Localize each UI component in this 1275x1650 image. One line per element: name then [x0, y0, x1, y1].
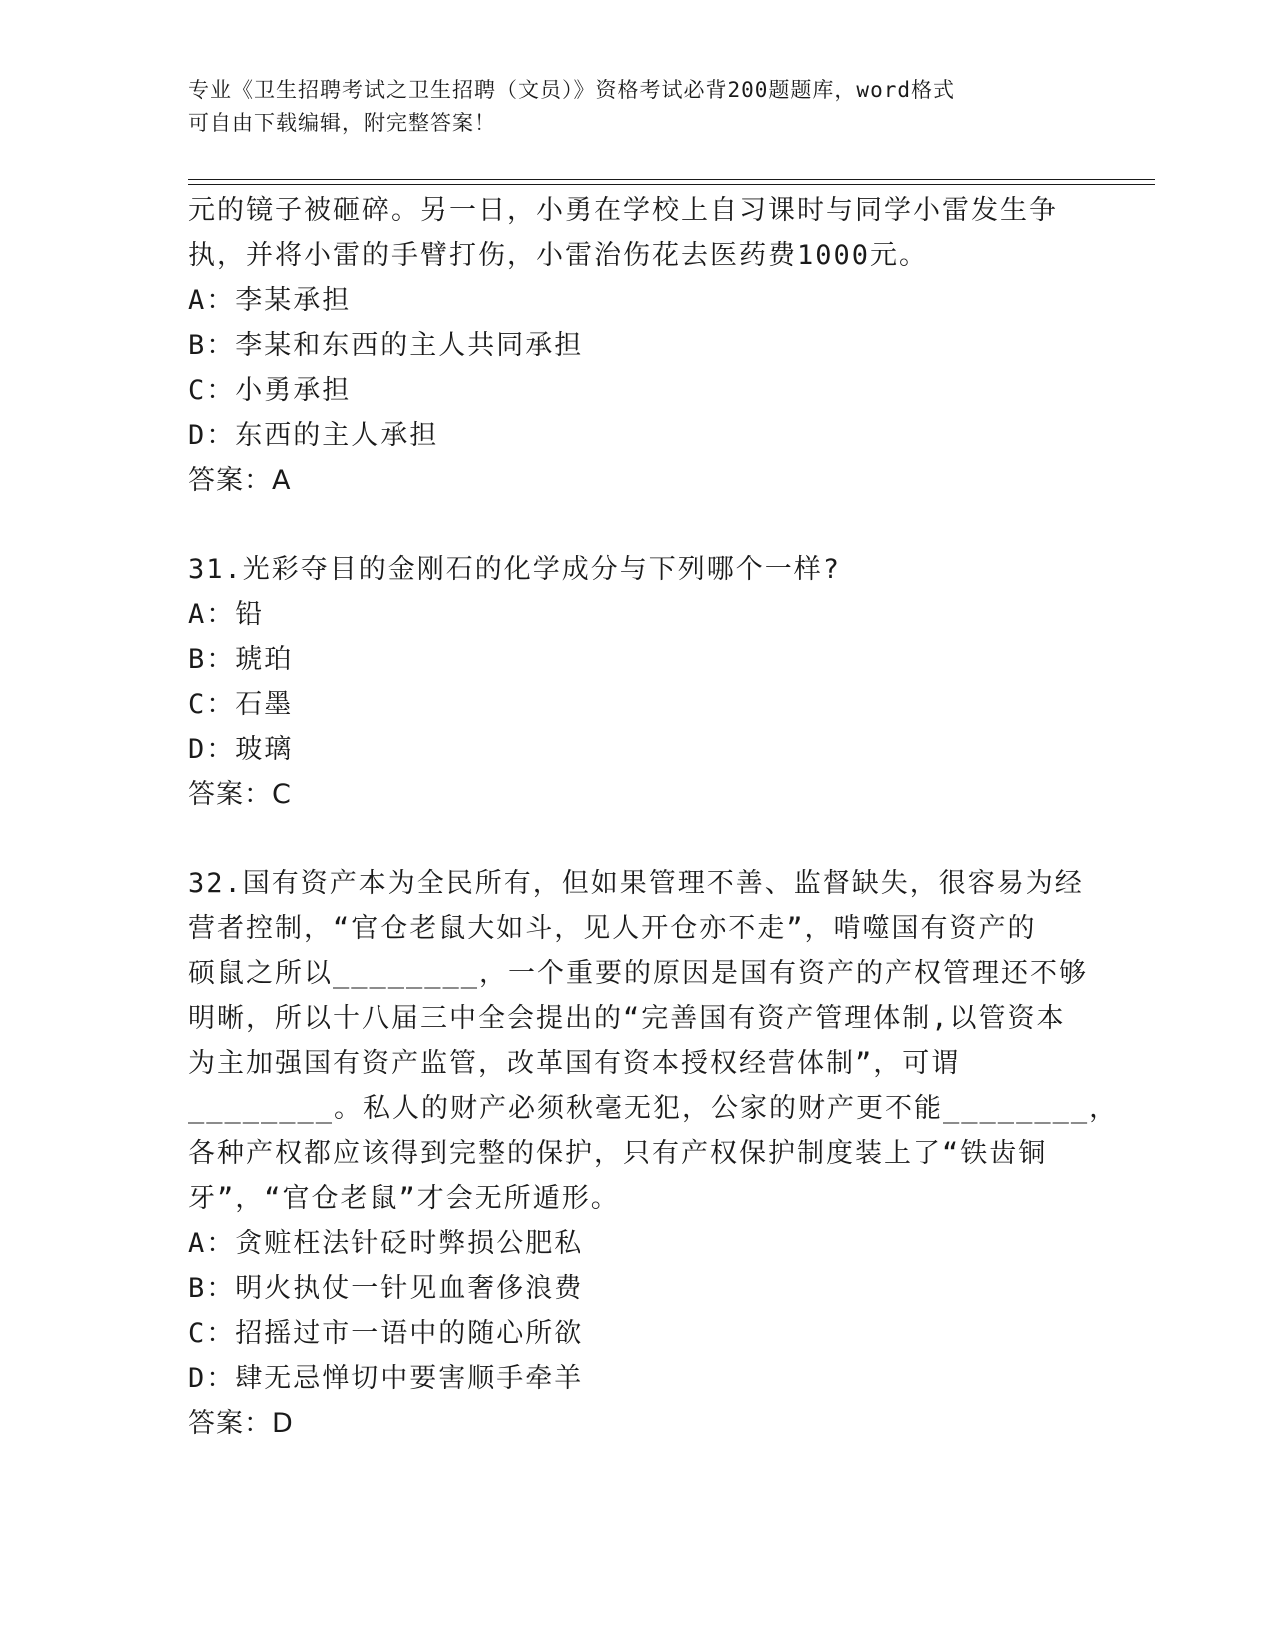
option-d: D：东西的主人承担	[188, 420, 439, 451]
question-text-line: 硕鼠之所以________，一个重要的原因是国有资产的产权管理还不够	[188, 958, 1089, 989]
question-text-line: 执，并将小雷的手臂打伤，小雷治伤花去医药费1000元。	[188, 240, 929, 271]
question-text-line: 营者控制，“官仓老鼠大如斗，见人开仓亦不走”，啃噬国有资产的	[188, 913, 1037, 944]
answer: 答案：C	[188, 779, 292, 810]
header-line-1: 专业《卫生招聘考试之卫生招聘（文员）》资格考试必背200题题库，word格式	[188, 78, 955, 102]
question-31	[188, 547, 1088, 817]
option-b: B：明火执仗一针见血奢侈浪费	[188, 1273, 584, 1304]
answer: 答案：A	[188, 465, 292, 496]
question-text-line: 牙”，“官仓老鼠”才会无所遁形。	[188, 1183, 620, 1214]
option-b: B：李某和东西的主人共同承担	[188, 330, 584, 361]
option-d: D：玻璃	[188, 734, 294, 765]
question-text-line: 元的镜子被砸碎。另一日，小勇在学校上自习课时与同学小雷发生争	[188, 195, 1058, 226]
question-text-line: 明晰，所以十八届三中全会提出的“完善国有资产管理体制,以管资本	[188, 1003, 1066, 1034]
question-text-line: ________。私人的财产必须秋毫无犯，公家的财产更不能________，	[188, 1093, 1119, 1124]
option-a: A：铅	[188, 599, 265, 630]
question-30	[188, 188, 1088, 503]
document-header	[188, 74, 1088, 140]
option-a: A：李某承担	[188, 285, 352, 316]
header-divider-bottom	[188, 184, 1155, 185]
question-text-line: 为主加强国有资产监管，改革国有资本授权经营体制”，可谓	[188, 1048, 961, 1079]
option-a: A：贪赃枉法针砭时弊损公肥私	[188, 1228, 584, 1259]
option-b: B：琥珀	[188, 644, 294, 675]
question-text-line: 32.国有资产本为全民所有，但如果管理不善、监督缺失，很容易为经	[188, 868, 1084, 899]
answer: 答案：D	[188, 1408, 294, 1439]
option-c: C：小勇承担	[188, 375, 352, 406]
spacer	[188, 817, 1088, 861]
question-text-line: 各种产权都应该得到完整的保护，只有产权保护制度装上了“铁齿铜	[188, 1138, 1048, 1169]
option-d: D：肆无忌惮切中要害顺手牵羊	[188, 1363, 584, 1394]
spacer	[188, 503, 1088, 547]
question-text-line: 31.光彩夺目的金刚石的化学成分与下列哪个一样?	[188, 554, 842, 585]
header-divider-top	[188, 179, 1155, 180]
document-body	[188, 188, 1119, 1446]
option-c: C：招摇过市一语中的随心所欲	[188, 1318, 584, 1349]
question-32	[188, 861, 1119, 1446]
header-line-2: 可自由下载编辑，附完整答案！	[188, 111, 496, 135]
option-c: C：石墨	[188, 689, 294, 720]
